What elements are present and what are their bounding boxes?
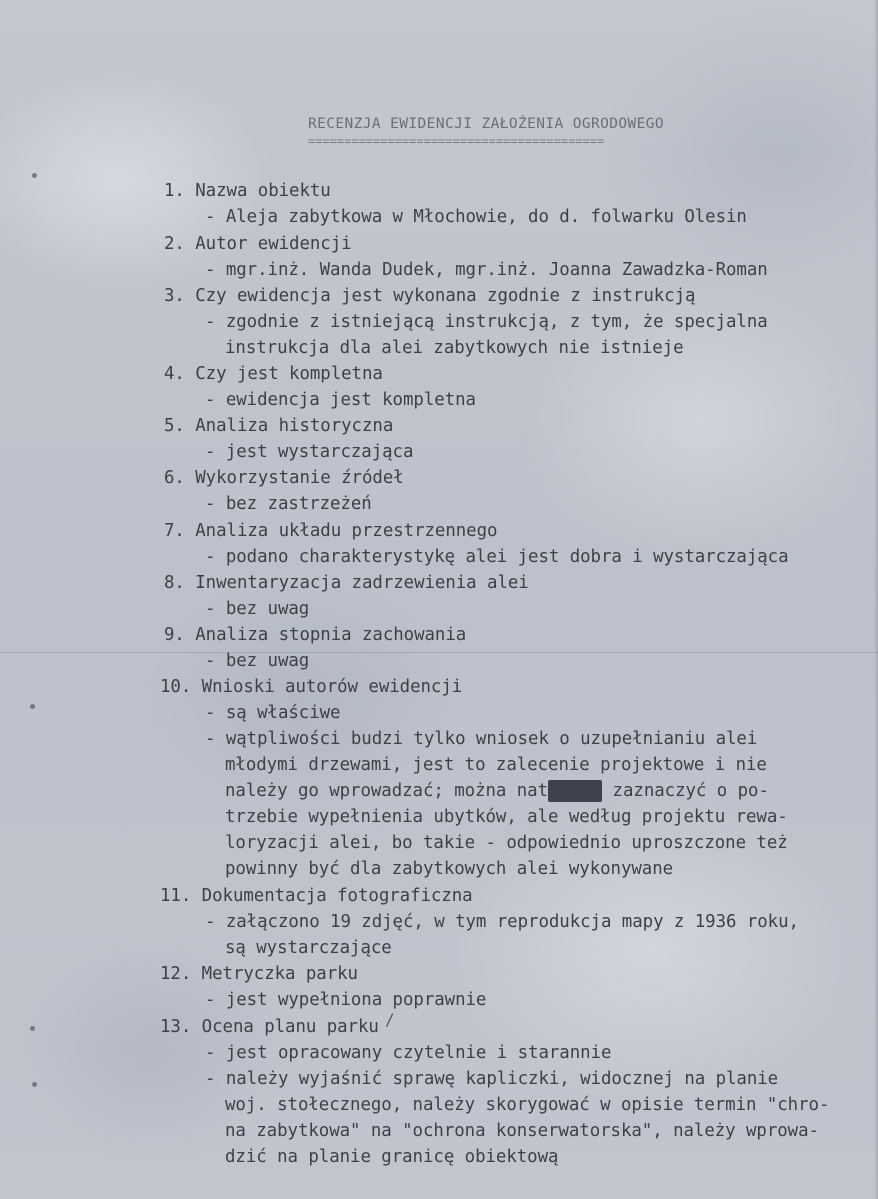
line-text: trzebie wypełnienia ubytków, ale według projektu rewa- xyxy=(225,807,788,827)
title-block xyxy=(308,116,738,148)
continuation-line xyxy=(225,858,673,880)
line-text: - należy wyjaśnić sprawę kapliczki, widocznej na planie xyxy=(205,1069,779,1089)
line-text: 4. Czy jest kompletna xyxy=(164,364,383,384)
section-item xyxy=(205,1068,778,1090)
line-text: - załączono 19 zdjęć, w tym reprodukcja mapy z 1936 roku, xyxy=(205,912,799,932)
section-heading xyxy=(164,233,352,255)
continuation-line xyxy=(225,937,392,959)
continuation-line xyxy=(225,780,769,802)
section-heading xyxy=(160,1016,379,1038)
line-text: - jest wystarczająca xyxy=(205,442,414,462)
section-item xyxy=(205,598,309,620)
punch-mark xyxy=(30,1026,35,1031)
line-text: 12. Metryczka parku xyxy=(160,964,358,984)
section-item xyxy=(205,493,372,515)
line-text: 13. Ocena planu parku xyxy=(160,1017,379,1037)
continuation-line xyxy=(225,1094,829,1116)
line-text: należy go wprowadzać; można nat xyxy=(225,781,549,801)
punch-mark xyxy=(32,1082,37,1087)
section-item xyxy=(205,650,309,672)
line-text: woj. stołecznego, należy skorygować w opisie termin "chro- xyxy=(225,1095,830,1115)
line-text: loryzacji alei, bo takie - odpowiednio uproszczone też xyxy=(225,833,788,853)
line-text: 11. Dokumentacja fotograficzna xyxy=(160,886,473,906)
struck-out-word: omast xyxy=(549,781,602,801)
line-text: - zgodnie z istniejącą instrukcją, z tym, że specjalna xyxy=(205,312,768,332)
section-heading xyxy=(160,676,462,698)
line-text: - ewidencja jest kompletna xyxy=(205,390,476,410)
line-text: - mgr.inż. Wanda Dudek, mgr.inż. Joanna Zawadzka-Roman xyxy=(205,260,768,280)
line-text: - podano charakterystykę alei jest dobra i wystarczająca xyxy=(205,547,789,567)
continuation-line xyxy=(225,337,683,359)
section-item xyxy=(205,206,747,228)
paper-fold-line xyxy=(0,652,878,653)
section-heading xyxy=(164,285,695,307)
line-text: powinny być dla zabytkowych alei wykonywane xyxy=(225,859,674,879)
line-text: 3. Czy ewidencja jest wykonana zgodnie z instrukcją xyxy=(164,286,696,306)
section-heading xyxy=(164,467,404,489)
continuation-line xyxy=(225,832,788,854)
line-text: - wątpliwości budzi tylko wniosek o uzupełnianiu alei xyxy=(205,729,758,749)
line-text: - bez zastrzeżeń xyxy=(205,494,372,514)
section-item xyxy=(205,546,789,568)
title-underline: ========================================= xyxy=(308,134,605,148)
section-item xyxy=(205,259,768,281)
section-item xyxy=(205,441,413,463)
line-text-after: zaznaczyć o po- xyxy=(602,781,769,801)
section-item xyxy=(205,728,757,750)
line-text: 2. Autor ewidencji xyxy=(164,234,352,254)
line-text: 9. Analiza stopnia zachowania xyxy=(164,625,467,645)
document-title: RECENZJA EWIDENCJI ZAŁOŻENIA OGRODOWEGO xyxy=(308,116,665,132)
line-text: - bez uwag xyxy=(205,599,310,619)
line-text: 1. Nazwa obiektu xyxy=(164,181,331,201)
line-text: 10. Wnioski autorów ewidencji xyxy=(160,677,463,697)
punch-mark xyxy=(30,704,35,709)
line-text: - bez uwag xyxy=(205,651,310,671)
section-heading xyxy=(164,415,393,437)
pen-mark: / xyxy=(385,1010,395,1029)
line-text: 8. Inwentaryzacja zadrzewienia alei xyxy=(164,573,529,593)
line-text: - są właściwe xyxy=(205,703,341,723)
line-text: na zabytkowa" na "ochrona konserwatorska", należy wprowa- xyxy=(225,1121,819,1141)
line-text: 7. Analiza układu przestrzennego xyxy=(164,521,498,541)
line-text: - jest wypełniona poprawnie xyxy=(205,990,487,1010)
line-text: są wystarczające xyxy=(225,938,392,958)
continuation-line xyxy=(225,806,788,828)
section-item xyxy=(205,989,486,1011)
line-text: 6. Wykorzystanie źródeł xyxy=(164,468,404,488)
section-item xyxy=(205,911,799,933)
section-heading xyxy=(160,963,358,985)
section-heading xyxy=(164,520,497,542)
line-text: - Aleja zabytkowa w Młochowie, do d. folwarku Olesin xyxy=(205,207,747,227)
line-text: - jest opracowany czytelnie i starannie xyxy=(205,1043,612,1063)
section-heading xyxy=(160,885,473,907)
paper-edge-shadow xyxy=(874,0,878,1199)
section-heading xyxy=(164,363,383,385)
section-heading xyxy=(164,624,466,646)
section-item xyxy=(205,311,768,333)
section-item xyxy=(205,1042,611,1064)
line-text: młodymi drzewami, jest to zalecenie projektowe i nie xyxy=(225,755,767,775)
section-item xyxy=(205,389,476,411)
section-heading xyxy=(164,572,529,594)
section-item xyxy=(205,702,340,724)
line-text: dzić na planie granicę obiektową xyxy=(225,1147,559,1167)
continuation-line xyxy=(225,1120,819,1142)
punch-mark xyxy=(32,173,37,178)
continuation-line xyxy=(225,754,767,776)
line-text: 5. Analiza historyczna xyxy=(164,416,394,436)
line-text: instrukcja dla alei zabytkowych nie istnieje xyxy=(225,338,684,358)
section-heading xyxy=(164,180,331,202)
continuation-line xyxy=(225,1146,558,1168)
